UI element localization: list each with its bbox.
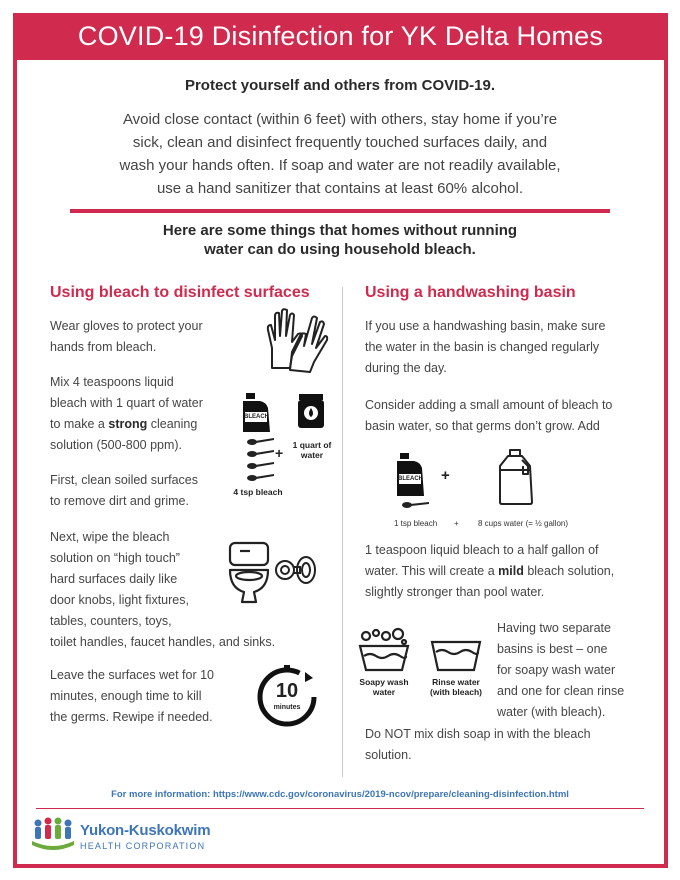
section-subheading: Here are some things that homes without running water can do using household bleach. [162, 222, 518, 258]
bleach-bottle-icon-small [394, 452, 434, 498]
gloves-text: Wear gloves to protect your hands from bleach. [50, 319, 203, 354]
tsp-caption: 4 tsp bleach [233, 487, 283, 497]
org-name: Yukon-Kuskokwim [80, 822, 211, 839]
soapy-caption: Soapy wash water [359, 677, 409, 697]
plus-sign: + [275, 445, 284, 461]
teaspoon-icon [400, 500, 430, 510]
intro-headline: Protect yourself and others from COVID-19. [184, 77, 496, 94]
quart-jar-icon [296, 393, 326, 429]
rinse-caption: Rinse water (with bleach) [430, 677, 482, 697]
plus-sign-right: + [441, 467, 450, 484]
door-knob-icon [272, 550, 320, 590]
bleach-bottle-icon [240, 392, 280, 434]
two-basins-text: Having two separate basins is best – one for soapy wash water and one for clean rinse water (with bleach). [497, 621, 625, 719]
footer-divider [36, 808, 644, 809]
right-column-title: Using a handwashing basin [365, 284, 576, 301]
page-title: COVID-19 Disinfection for YK Delta Homes [13, 13, 668, 60]
mix-bleach-text: Mix 4 teaspoons liquid bleach with 1 quart of water to make a strong cleaning solution (500-800 ppm). [50, 375, 203, 452]
clean-soiled-text: First, clean soiled surfaces to remove dirt and grime. [50, 473, 198, 508]
tsp-caption-right: 1 tsp bleach [394, 519, 438, 528]
rinse-basin-icon [428, 638, 484, 674]
teaspoons-icon [244, 436, 276, 486]
quart-caption: 1 quart of water [292, 440, 332, 460]
column-divider [342, 287, 343, 777]
no-soap-warning: Do NOT mix dish soap in with the bleach solution. [365, 727, 591, 762]
plus-caption-right: + [454, 519, 459, 528]
org-subtitle: HEALTH CORPORATION [80, 841, 206, 851]
cups-caption: 8 cups water (= ½ gallon) [478, 519, 569, 528]
basin-text: If you use a handwashing basin, make sure the water in the basin is changed regularly during the day. [365, 319, 606, 375]
leave-wet-text: Leave the surfaces wet for 10 minutes, enough time to kill the germs. Rewipe if needed. [50, 668, 214, 724]
left-column-title: Using bleach to disinfect surfaces [50, 284, 310, 301]
toilet-icon [226, 540, 274, 606]
ratio-text: 1 teaspoon liquid bleach to a half gallon of water. This will create a mild bleach solution, slightly stronger than pool water. [365, 543, 615, 599]
gloves-icon [262, 306, 332, 376]
timer-label: minutes [273, 704, 301, 711]
section-divider [70, 209, 610, 213]
ykhc-logo-icon [30, 815, 76, 851]
timer-number: 10 [275, 680, 299, 702]
wipe-surfaces-text: Next, wipe the bleach solution on “high touch” hard surfaces daily like door knobs, light fixtures, tables, counters, toys, toilet handles, faucet handles, and sinks. [50, 530, 276, 649]
bleach-bottle-label-small: BLEACH [398, 476, 423, 482]
intro-paragraph: Avoid close contact (within 6 feet) with others, stay home if you’re sick, clean and disinfect frequently touched surfaces daily, and wash your hands often. If soap and water are not readily available, use a hand sanitizer that contains at least 60% alcohol. [119, 111, 561, 197]
soapy-basin-icon [356, 626, 412, 674]
bleach-bottle-label: BLEACH [244, 414, 269, 420]
gallon-jug-icon [496, 448, 536, 506]
more-info-link[interactable]: For more information: https://www.cdc.gov/coronavirus/2019-ncov/prepare/cleaning-disinfection.html [111, 789, 569, 800]
add-bleach-text: Consider adding a small amount of bleach to basin water, so that germs don’t grow. Add [365, 398, 613, 433]
